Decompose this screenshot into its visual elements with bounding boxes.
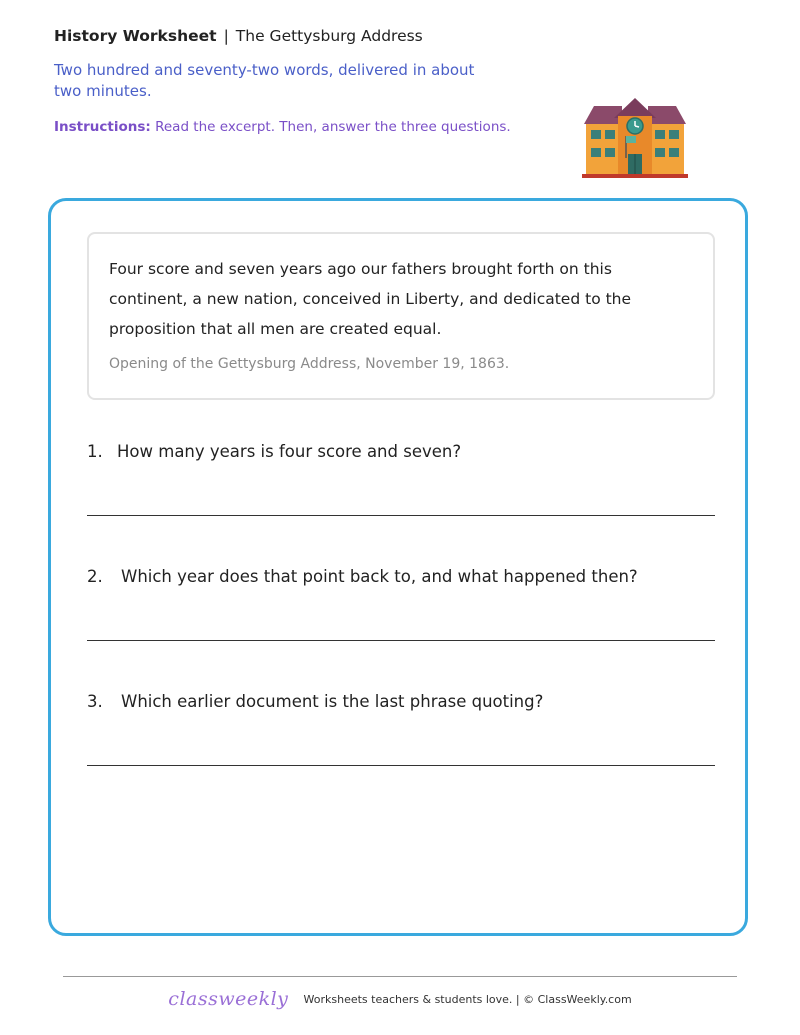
topic-label: The Gettysburg Address — [235, 27, 423, 45]
footer-divider — [63, 976, 737, 977]
question-2 — [87, 566, 715, 588]
footer — [0, 988, 800, 1010]
school-building-icon — [582, 96, 688, 180]
instructions-label: Instructions: — [54, 119, 151, 135]
answer-line[interactable] — [87, 765, 715, 766]
question-text: Which earlier document is the last phrase quoting? — [121, 692, 544, 711]
instructions-text: Read the excerpt. Then, answer the three questions. — [155, 119, 511, 135]
worksheet-card — [48, 198, 748, 936]
question-text: How many years is four score and seven? — [117, 442, 462, 461]
question-number: 3. — [87, 692, 103, 711]
answer-line[interactable] — [87, 515, 715, 516]
subject-label: History Worksheet — [54, 27, 217, 45]
worksheet-header — [54, 26, 574, 136]
question-3 — [87, 691, 715, 713]
worksheet-subtitle: Two hundred and seventy-two words, delivered in about two minutes. — [54, 61, 475, 100]
question-text: Which year does that point back to, and what happened then? — [121, 567, 638, 586]
question-number: 1. — [87, 442, 103, 461]
footer-tagline: Worksheets teachers & students love. | © ClassWeekly.com — [303, 992, 632, 1006]
brand-logo: classweekly — [168, 988, 289, 1010]
excerpt-box — [87, 232, 715, 400]
answer-line[interactable] — [87, 640, 715, 641]
worksheet-title — [54, 26, 574, 46]
excerpt-source: Opening of the Gettysburg Address, November 19, 1863. — [109, 356, 510, 372]
excerpt-text: Four score and seven years ago our fathers brought forth on this continent, a new nation, conceived in Liberty, and dedicated to the proposition that all men are created equal. — [109, 260, 632, 338]
instructions — [54, 118, 574, 136]
question-number: 2. — [87, 567, 103, 586]
question-1 — [87, 441, 715, 463]
title-separator: | — [223, 27, 229, 45]
